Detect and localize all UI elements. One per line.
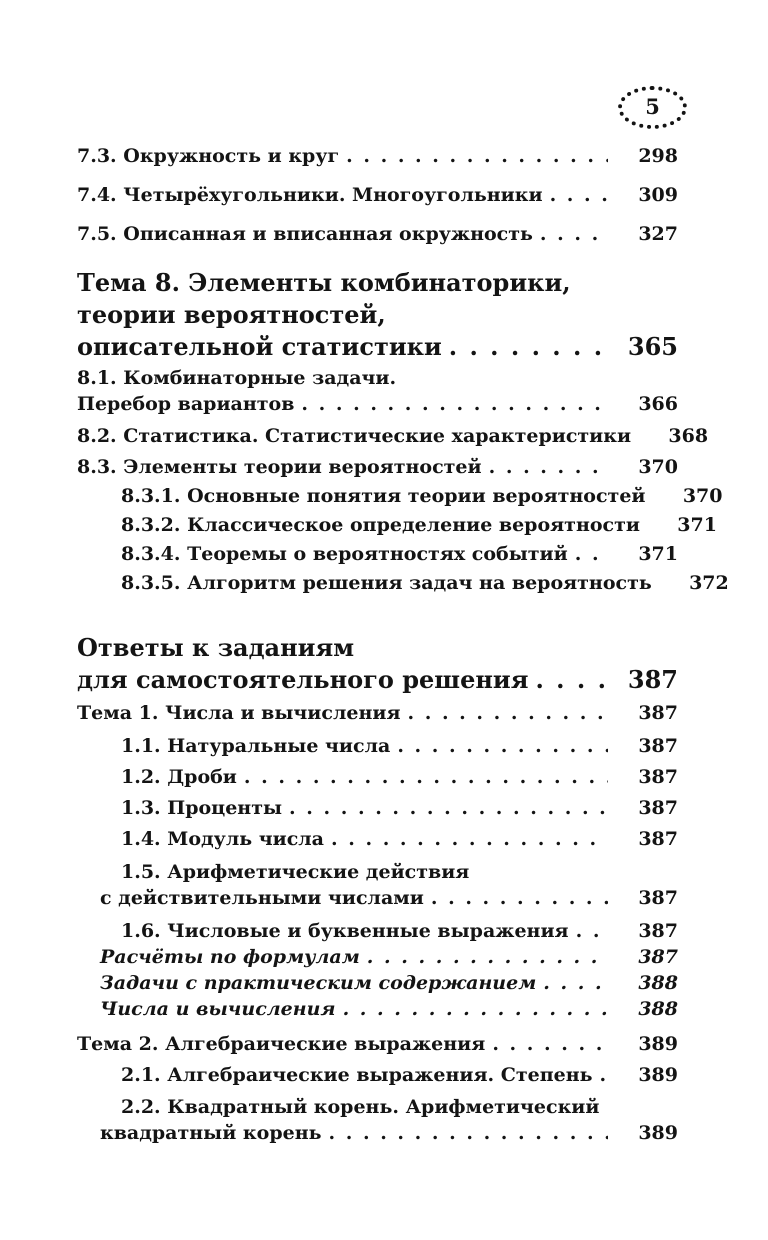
toc-entry-item-7-4	[77, 182, 678, 208]
dot-leader	[550, 182, 608, 208]
toc-entry-item-7-5	[77, 221, 678, 247]
dot-leader	[301, 391, 608, 417]
toc-entry-page: 371	[638, 543, 678, 565]
dot-leader	[407, 700, 608, 726]
toc-entry-row	[121, 541, 678, 567]
toc-entry-row	[121, 733, 678, 759]
toc-entry-row	[77, 700, 678, 726]
toc-entry-item-8-1	[77, 365, 678, 417]
dot-leader	[343, 996, 608, 1022]
toc-entry-page: 372	[689, 572, 729, 594]
toc-entry-item-1-5	[100, 859, 678, 911]
dot-leader	[535, 664, 608, 696]
toc-entry-page: 387	[638, 702, 678, 724]
page-number-badge	[618, 86, 687, 129]
toc-entry-title: квадратный корень	[100, 1122, 322, 1144]
toc-entry-page: 370	[682, 485, 723, 507]
toc-entry-row	[121, 918, 678, 944]
toc-entry-page: 387	[638, 735, 678, 757]
toc-entry-heading-answers	[77, 632, 678, 696]
toc-entry-page: 309	[638, 184, 678, 206]
toc-entry-item-8-2	[77, 423, 709, 449]
toc-entry-page: 387	[638, 887, 678, 909]
toc-entry-title: Тема 1. Числа и вычисления	[77, 702, 401, 724]
toc-entry-title: Перебор вариантов	[77, 393, 295, 415]
toc-entry-title: 8.3.2. Классическое определение вероятности	[121, 514, 640, 536]
toc-entry-page: 387	[638, 797, 678, 819]
dot-leader	[489, 454, 608, 480]
toc-entry-item-chisla	[100, 996, 678, 1022]
dot-leader	[575, 541, 608, 567]
toc-entry-page: 366	[638, 393, 678, 415]
toc-entry-title: 7.3. Окружность и круг	[77, 145, 340, 167]
toc-entry-row	[77, 423, 709, 449]
toc-entry-item-2-1	[100, 1062, 678, 1088]
toc-entry-row	[121, 764, 678, 790]
toc-entry-title: 8.3. Элементы теории вероятностей	[77, 456, 482, 478]
toc-entry-title: 8.3.5. Алгоритм решения задач на вероятность	[121, 572, 652, 594]
toc-entry-item-1-2	[100, 764, 678, 790]
toc-entry-title: 1.6. Числовые и буквенные выражения	[121, 920, 569, 942]
toc-entry-row	[100, 944, 678, 970]
dot-leader	[289, 795, 608, 821]
toc-entry-title: с действительными числами	[100, 887, 424, 909]
toc-entry-row	[121, 795, 678, 821]
toc-entry-line: 2.2. Квадратный корень. Арифметический	[121, 1096, 600, 1118]
toc-entry-row	[100, 1120, 678, 1146]
toc-entry-row	[100, 970, 678, 996]
toc-entry-row	[100, 885, 678, 911]
toc-entry-title: описательной статистики	[77, 332, 442, 361]
toc-entry-item-7-3	[77, 143, 678, 169]
toc-entry-row	[77, 1031, 678, 1057]
toc-entry-title: Тема 2. Алгебраические выражения	[77, 1033, 486, 1055]
toc-entry-title: 1.1. Натуральные числа	[121, 735, 391, 757]
toc-entry-page: 389	[638, 1033, 678, 1055]
toc-entry-page: 298	[638, 145, 678, 167]
dot-leader	[600, 1062, 609, 1088]
toc-entry-line: 1.5. Арифметические действия	[121, 861, 470, 883]
dot-leader	[331, 826, 608, 852]
toc-entry-item-8-3-1	[100, 483, 723, 509]
toc-entry-row	[77, 331, 678, 363]
toc-entry-title: Задачи с практическим содержанием	[100, 972, 537, 994]
toc-entry-line: теории вероятностей,	[77, 300, 386, 329]
toc-entry-item-2-2	[100, 1094, 678, 1146]
toc-entry-title: 8.3.1. Основные понятия теории вероятностей	[121, 485, 646, 507]
dot-leader	[540, 221, 608, 247]
toc-entry-item-1-4	[100, 826, 678, 852]
toc-entry-title: 1.4. Модуль числа	[121, 828, 324, 850]
toc-entry-title: 7.4. Четырёхугольники. Многоугольники	[77, 184, 543, 206]
toc-entry-title: для самостоятельного решения	[77, 665, 529, 694]
toc-entry-page: 388	[638, 972, 678, 994]
toc-entry-heading-tema-8	[77, 267, 678, 363]
toc-entry-row	[77, 143, 678, 169]
toc-entry-page: 389	[638, 1064, 678, 1086]
toc-entry-row	[121, 483, 723, 509]
toc-entry-title: 1.2. Дроби	[121, 766, 237, 788]
toc-entry-title: 7.5. Описанная и вписанная окружность	[77, 223, 533, 245]
toc-entry-title: Числа и вычисления	[100, 998, 336, 1020]
toc-entry-page: 387	[638, 766, 678, 788]
toc-entry-title: 2.1. Алгебраические выражения. Степень	[121, 1064, 593, 1086]
toc-list	[77, 143, 729, 1146]
dot-leader	[431, 885, 608, 911]
dot-leader	[244, 764, 608, 790]
toc-entry-item-1-1	[100, 733, 678, 759]
dot-leader	[329, 1120, 609, 1146]
toc-entry-page: 370	[638, 456, 678, 478]
toc-entry-title: Расчёты по формулам	[100, 946, 360, 968]
toc-entry-page: 327	[638, 223, 678, 245]
page-number: 5	[645, 94, 660, 119]
toc-entry-page: 388	[638, 998, 678, 1020]
toc-entry-row	[100, 996, 678, 1022]
dot-leader	[397, 733, 608, 759]
toc-entry-row	[77, 221, 678, 247]
toc-entry-page: 387	[627, 665, 678, 694]
dot-leader	[543, 970, 608, 996]
toc-entry-page: 371	[677, 514, 717, 536]
toc-entry-page: 387	[638, 946, 678, 968]
toc-entry-item-1-6	[100, 918, 678, 944]
toc-entry-item-zadachi	[100, 970, 678, 996]
dot-leader	[449, 331, 608, 363]
dot-leader	[367, 944, 608, 970]
toc-entry-item-1-3	[100, 795, 678, 821]
toc-entry-item-8-3	[77, 454, 678, 480]
toc-entry-row	[77, 664, 678, 696]
toc-entry-page: 387	[638, 828, 678, 850]
toc-entry-title: 1.3. Проценты	[121, 797, 283, 819]
toc-entry-line: 8.1. Комбинаторные задачи.	[77, 367, 397, 389]
dot-leader	[492, 1031, 608, 1057]
toc-entry-heading-tema-2	[77, 1031, 678, 1057]
toc-entry-page: 365	[627, 332, 678, 361]
toc-entry-title: 8.2. Статистика. Статистические характеристики	[77, 425, 632, 447]
toc-entry-page: 389	[638, 1122, 678, 1144]
dot-leader	[576, 918, 608, 944]
toc-entry-item-8-3-5	[100, 570, 729, 596]
toc-entry-row	[77, 454, 678, 480]
toc-entry-row	[121, 570, 729, 596]
toc-entry-line: Ответы к заданиям	[77, 633, 355, 662]
toc-entry-line: Тема 8. Элементы комбинаторики,	[77, 268, 571, 297]
toc-entry-item-8-3-2	[100, 512, 717, 538]
toc-entry-row	[121, 1062, 678, 1088]
dot-leader	[346, 143, 608, 169]
toc-entry-heading-tema-1	[77, 700, 678, 726]
toc-entry-item-8-3-4	[100, 541, 678, 567]
toc-entry-title: 8.3.4. Теоремы о вероятностях событий	[121, 543, 568, 565]
toc-entry-row	[77, 182, 678, 208]
toc-entry-page: 387	[638, 920, 678, 942]
toc-entry-page: 368	[668, 425, 709, 447]
toc-entry-row	[77, 391, 678, 417]
toc-entry-item-raschety	[100, 944, 678, 970]
toc-entry-row	[121, 512, 717, 538]
toc-entry-row	[121, 826, 678, 852]
